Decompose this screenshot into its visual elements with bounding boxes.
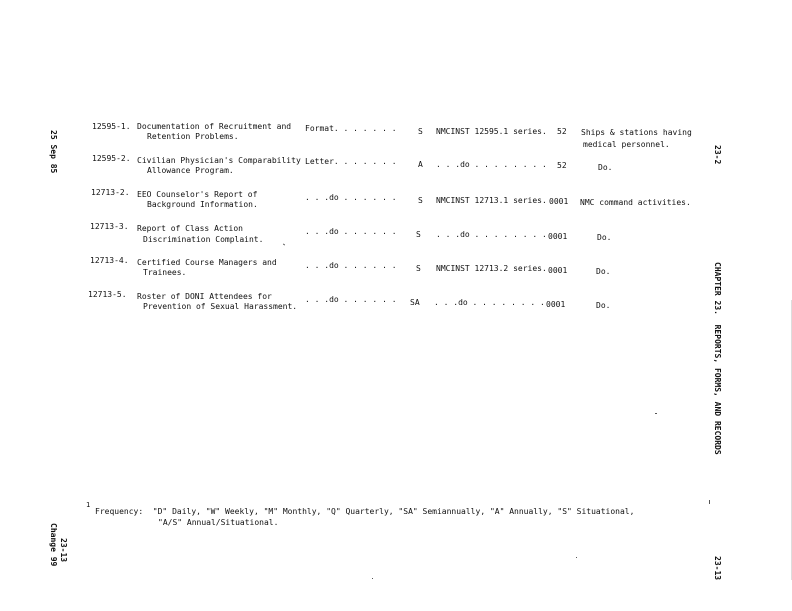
report-title-line-2: Allowance Program. xyxy=(147,166,234,175)
report-submitted-by-line-1: Do. xyxy=(596,267,611,276)
report-form: . . .do . . . . . . xyxy=(305,227,397,236)
scan-speck xyxy=(372,578,373,579)
report-number: 12713-4. xyxy=(90,256,129,265)
report-number: 12595-2. xyxy=(92,154,131,163)
report-number: 12713-5. xyxy=(88,290,127,299)
report-submitted-by-line-2: medical personnel. xyxy=(583,140,670,149)
report-form: . . .do . . . . . . xyxy=(305,193,397,202)
report-code: 0001 xyxy=(546,300,566,309)
margin-change-number: Change 99 xyxy=(49,523,58,567)
report-submitted-by-line-1: Do. xyxy=(598,163,613,172)
report-title-line-2: Background Information. xyxy=(147,200,258,209)
report-frequency: S xyxy=(418,196,423,205)
report-title-line-1: Documentation of Recruitment and xyxy=(137,122,292,131)
report-frequency: S xyxy=(416,264,421,273)
report-title-line-1: EEO Counselor's Report of xyxy=(137,190,258,199)
report-authority: NMCINST 12595.1 series. xyxy=(436,127,547,136)
report-authority: NMCINST 12713.2 series. xyxy=(436,264,547,273)
report-form: Letter. . . . . . . xyxy=(305,157,397,166)
scan-speck xyxy=(709,500,710,504)
report-code: 52 xyxy=(557,161,567,170)
report-title-line-1: Certified Course Managers and xyxy=(137,258,277,267)
margin-page-number-left: 23-13 xyxy=(59,538,68,563)
report-number: 12713-2. xyxy=(91,188,130,197)
report-title-line-1: Report of Class Action xyxy=(137,224,243,233)
report-frequency: S xyxy=(416,230,421,239)
report-submitted-by-line-1: Do. xyxy=(597,233,612,242)
scan-speck xyxy=(655,413,657,414)
scan-speck xyxy=(576,557,577,558)
report-frequency: S xyxy=(418,127,423,136)
report-authority: . . .do . . . . . . . . xyxy=(436,230,547,239)
report-title-line-2: Trainees. xyxy=(143,268,187,277)
report-code: 0001 xyxy=(548,266,568,275)
report-submitted-by-line-1: Ships & stations having xyxy=(581,128,692,137)
margin-date: 25 Sep 85 xyxy=(49,130,58,174)
report-number: 12595-1. xyxy=(92,122,131,131)
footnote-line-2: "A/S" Annual/Situational. xyxy=(158,518,279,527)
footnote-marker: 1 xyxy=(86,501,91,509)
report-code: 52 xyxy=(557,127,567,136)
report-authority: . . .do . . . . . . . . xyxy=(434,298,545,307)
report-submitted-by-line-1: Do. xyxy=(596,301,611,310)
report-authority: . . .do . . . . . . . . xyxy=(436,160,547,169)
margin-page-number-bottom-right: 23-13 xyxy=(713,556,722,581)
margin-chapter-title: CHAPTER 23. REPORTS, FORMS, AND RECORDS xyxy=(713,262,722,455)
report-title-line-2: Discrimination Complaint. xyxy=(143,235,264,244)
report-submitted-by-line-1: NMC command activities. xyxy=(580,198,691,207)
report-frequency: A xyxy=(418,160,423,169)
report-number: 12713-3. xyxy=(90,222,129,231)
report-title-line-2: Retention Problems. xyxy=(147,132,239,141)
report-title-line-2: Prevention of Sexual Harassment. xyxy=(143,302,298,311)
report-code: 0001 xyxy=(548,232,568,241)
report-code: 0001 xyxy=(549,197,569,206)
report-form: . . .do . . . . . . xyxy=(305,295,397,304)
scan-speck xyxy=(283,243,285,245)
report-title-line-1: Civilian Physician's Comparability xyxy=(137,156,301,165)
report-form: . . .do . . . . . . xyxy=(305,261,397,270)
footnote-line-1: Frequency: "D" Daily, "W" Weekly, "M" Monthly, "Q" Quarterly, "SA" Semiannually, "A" Annually, "S" Situational, xyxy=(95,507,635,516)
report-form: Format. . . . . . . xyxy=(305,124,397,133)
report-title-line-1: Roster of DONI Attendees for xyxy=(137,292,272,301)
margin-page-number-top-right: 23-2 xyxy=(713,145,722,165)
report-frequency: SA xyxy=(410,298,420,307)
report-authority: NMCINST 12713.1 series. xyxy=(436,196,547,205)
